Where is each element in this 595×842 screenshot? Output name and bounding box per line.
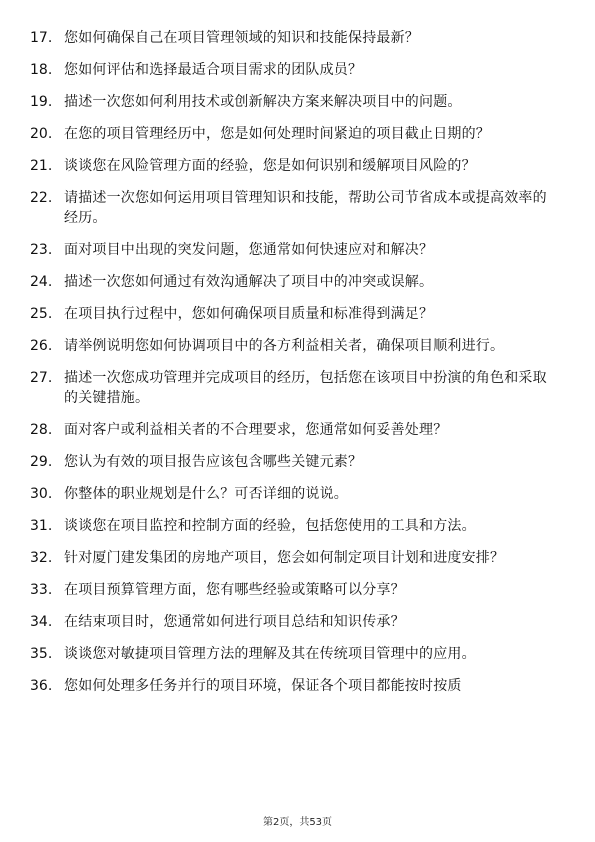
question-number: 17.	[30, 30, 53, 46]
question-text: 在结束项目时，您通常如何进行项目总结和知识传承？	[64, 614, 405, 630]
question-number: 33.	[30, 582, 53, 598]
question-item	[30, 336, 560, 356]
question-list	[30, 28, 560, 708]
question-text: 你整体的职业规划是什么？可否详细的说说。	[64, 486, 348, 502]
question-number: 27.	[30, 370, 53, 386]
question-number: 22.	[30, 190, 53, 206]
question-number: 25.	[30, 306, 53, 322]
question-text: 描述一次您如何利用技术或创新解决方案来解决项目中的问题。	[64, 94, 462, 110]
question-text: 您认为有效的项目报告应该包含哪些关键元素？	[64, 454, 363, 470]
question-text: 您如何确保自己在项目管理领域的知识和技能保持最新？	[64, 30, 419, 46]
question-item	[30, 676, 560, 696]
question-text: 描述一次您如何通过有效沟通解决了项目中的冲突或误解。	[64, 274, 434, 290]
question-number: 28.	[30, 422, 53, 438]
question-text: 谈谈您对敏捷项目管理方法的理解及其在传统项目管理中的应用。	[64, 646, 476, 662]
question-number: 21.	[30, 158, 53, 174]
question-item	[30, 368, 560, 408]
question-number: 31.	[30, 518, 53, 534]
question-item	[30, 612, 560, 632]
question-text: 您如何处理多任务并行的项目环境，保证各个项目都能按时按质	[64, 678, 462, 694]
question-item	[30, 272, 560, 292]
page-footer: 第2页，共53页	[262, 817, 333, 828]
question-item	[30, 452, 560, 472]
question-number: 30.	[30, 486, 53, 502]
question-item	[30, 644, 560, 664]
question-number: 18.	[30, 62, 53, 78]
question-number: 26.	[30, 338, 53, 354]
question-number: 19.	[30, 94, 53, 110]
question-text: 针对厦门建发集团的房地产项目，您会如何制定项目计划和进度安排？	[64, 550, 505, 566]
question-text: 面对项目中出现的突发问题，您通常如何快速应对和解决？	[64, 242, 434, 258]
question-item	[30, 188, 560, 228]
question-item	[30, 580, 560, 600]
question-number: 35.	[30, 646, 53, 662]
question-item	[30, 484, 560, 504]
question-number: 32.	[30, 550, 53, 566]
question-text: 谈谈您在风险管理方面的经验，您是如何识别和缓解项目风险的？	[64, 158, 476, 174]
question-text: 谈谈您在项目监控和控制方面的经验，包括您使用的工具和方法。	[64, 518, 476, 534]
question-item	[30, 240, 560, 260]
question-text: 在您的项目管理经历中，您是如何处理时间紧迫的项目截止日期的？	[64, 126, 490, 142]
question-number: 24.	[30, 274, 53, 290]
question-item	[30, 304, 560, 324]
question-item	[30, 60, 560, 80]
question-text: 您如何评估和选择最适合项目需求的团队成员？	[64, 62, 363, 78]
question-text: 在项目预算管理方面，您有哪些经验或策略可以分享？	[64, 582, 405, 598]
question-item	[30, 420, 560, 440]
question-text: 请举例说明您如何协调项目中的各方利益相关者，确保项目顺利进行。	[64, 338, 505, 354]
question-item	[30, 92, 560, 112]
question-number: 36.	[30, 678, 53, 694]
question-number: 34.	[30, 614, 53, 630]
question-text: 请描述一次您如何运用项目管理知识和技能，帮助公司节省成本或提高效率的经历。	[64, 190, 547, 226]
question-number: 20.	[30, 126, 53, 142]
question-item	[30, 124, 560, 144]
question-text: 面对客户或利益相关者的不合理要求，您通常如何妥善处理？	[64, 422, 448, 438]
question-text: 在项目执行过程中，您如何确保项目质量和标准得到满足？	[64, 306, 434, 322]
question-item	[30, 156, 560, 176]
question-text: 描述一次您成功管理并完成项目的经历，包括您在该项目中扮演的角色和采取的关键措施。	[64, 370, 547, 406]
question-number: 23.	[30, 242, 53, 258]
question-item	[30, 516, 560, 536]
question-number: 29.	[30, 454, 53, 470]
question-item	[30, 28, 560, 48]
question-item	[30, 548, 560, 568]
